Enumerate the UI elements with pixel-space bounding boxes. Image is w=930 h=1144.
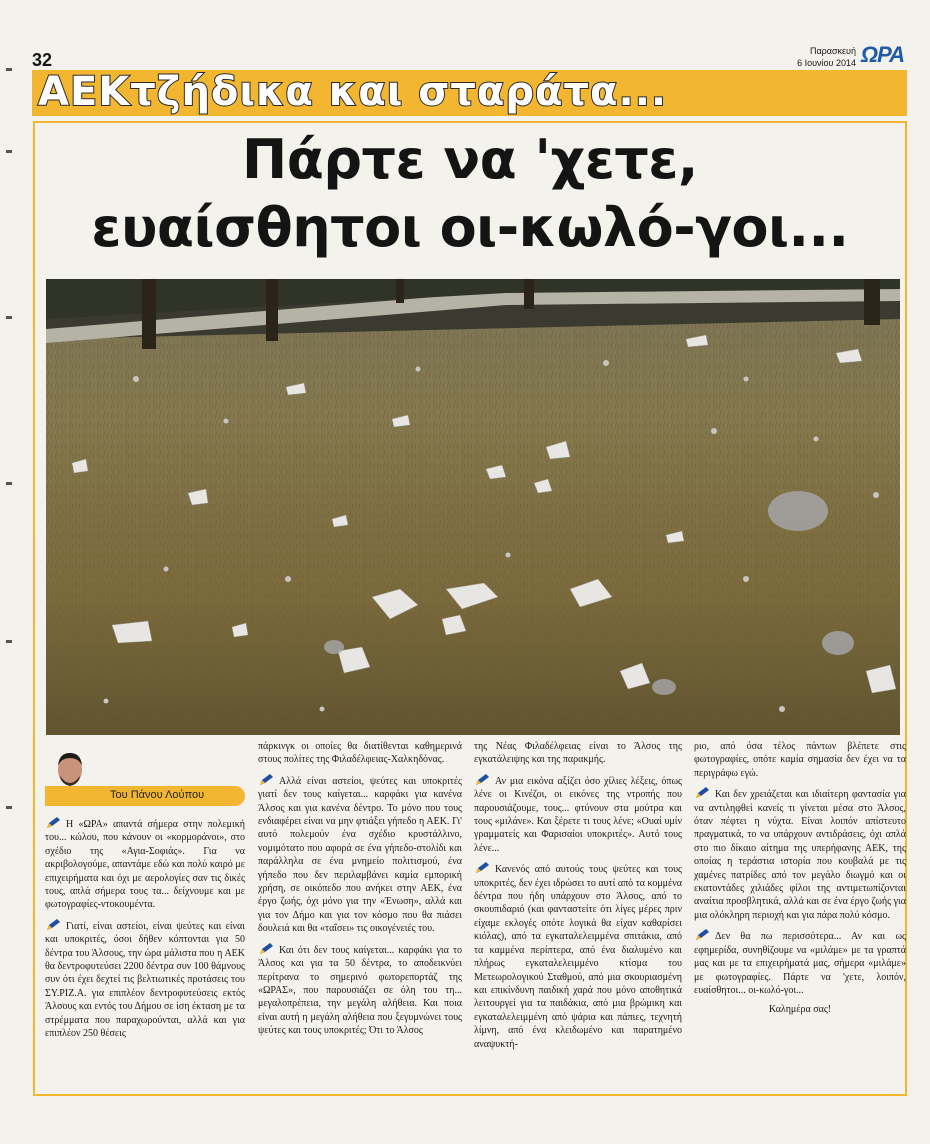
pen-icon xyxy=(258,942,276,956)
paragraph-text: Δεν θα πω περισσότερα... Αν και ως εφημερίδα, συνηθίζουμε να «μιλάμε» με τα γραπτά μας και με τα επιχειρήματά μας, σήμερα «μιλάμε» με φωτογραφίες. Πάρτε να 'χετε, λοιπόν, ευαίσθητοι... οι-κωλό-γοι... xyxy=(694,931,906,996)
pen-icon xyxy=(474,773,492,787)
article-column-3 xyxy=(474,740,682,1057)
newspaper-logo: ΩΡΑ xyxy=(860,42,904,67)
littered-grove-image xyxy=(46,279,900,735)
edge-mark xyxy=(6,482,12,485)
edge-mark xyxy=(6,316,12,319)
edge-mark xyxy=(6,150,12,153)
pen-icon xyxy=(45,918,63,932)
paragraph-text: Αν μια εικόνα αξίζει όσο χίλιες λέξεις, όπως λένε οι Κινέζοι, οι εικόνες της ντροπής που παρουσιάζουμε, τους... φτύνουν στα μούτρα και τους «μιλάνε». Και ξέρετε τι τους λένε; «Ουαί υμίν γραμματείς και Φαρισαίοι υποκριτές». Αυτό τους λένε... xyxy=(474,775,682,854)
article-column-4 xyxy=(694,740,906,1023)
issue-day: Παρασκευή xyxy=(809,46,856,56)
paragraph-text: Αλλά είναι αστείοι, ψεύτες και υποκριτές γιατί δεν τους καίγεται... καρφάκι για κανένα Άλσος και για κανένα δέντρο. Το μόνο που τους ενδιαφέρει είναι να μην φτιάξει γήπεδο η ΑΕΚ. Γι' αυτό πολεμούν ένα σχέδιο κρυστάλλινο, νομιμότατο που αφορά σε ένα γήπεδο-στολίδι και παράλληλα σε ένα μνημείο πολιτισμού, ένα γήπεδο που δεν περιλαμβάνει καμία εμπορική χρήση, σε οικόπεδο που ανήκει στην ΑΕΚ, ένα έργο ζωής, όχι μόνο για την «Ένωση», αλλά και για τον Δήμο και για τον κόσμο που θα πιάσει δουλειά και θα «ταΐσει» τις οικογένειές του. xyxy=(258,775,462,935)
paragraph-text: Η «ΩΡΑ» απαντά σήμερα στην πολεμική του... κώλου, που κάνουν οι «κορμοράνοι», στο σχέδιο της «Αγια-Σοφιάς». Για να ακριβολογούμε, απαντάμε εδώ και πολύ καιρό με επιχειρήματα και όχι με αερολογίες σαν τις δικές τους, απλά σήμερα τους τα... δείχνουμε και με φωτογραφίες-ντοκουμέντα. xyxy=(45,819,245,911)
author-name: Του Πάνου Λούπου xyxy=(110,789,205,801)
pen-icon xyxy=(474,861,492,875)
edge-mark xyxy=(6,640,12,643)
paragraph-text: Γιατί, είναι αστείοι, είναι ψεύτες και είναι και υποκριτές, όσοι δήθεν κόπτονται για 50 δέντρα του Άλσους, την ώρα μάλιστα που η ΑΕΚ θα δεντροφυτεύσει 2200 δέντρα συν 100 θάμνους συν ότι έχει δεχτεί τις βελτιωτικές προτάσεις του ΣΥ.ΡΙΖ.Α. για επιπλέον δεντροφυτεύσεις εκτός Άλσους και εντός του Δήμου σε ίση έκταση με τα στρέμματα που παραχωρούνται, αλλά και για επιπλέον 250 θέσεις xyxy=(45,920,246,1040)
section-title: ΑΕΚτζήδικα και σταράτα... xyxy=(38,69,668,115)
paragraph xyxy=(258,942,462,1038)
pen-icon xyxy=(694,786,712,800)
paragraph-text: Και δεν χρειάζεται και ιδιαίτερη φαντασία για να αντιληφθεί κανείς τι γίνεται μέσα στο Άλσος, όταν πέφτει η νύχτα. Είναι λοιπόν απίστευτο πραγματικά, το να υπάρχουν αντιδράσεις, όχι απλά στο πιο δίκαιο αίτημα της υπερήφανης ΑΕΚ, της οποίας η τεράστια ιστορία που κουβαλά με τις χαμένες πατρίδες από τον μεγάλο διωγμό και οι εκατοντάδες χιλιάδες φίλοι της αντιμετωπίζονται αναίτια προσβλητικά, αλλά και σε ένα έργο ζωής για μια ολόκληρη περιοχή και για πάρα πολύ κόσμο. xyxy=(694,789,906,921)
pen-icon xyxy=(45,816,63,830)
edge-mark xyxy=(6,68,12,71)
date-block xyxy=(797,45,856,69)
article-column-2 xyxy=(258,740,462,1044)
sign-off: Καλημέρα σας! xyxy=(768,1004,832,1016)
paragraph-text: Και ότι δεν τους καίγεται... καρφάκι για το Άλσος και για τα 50 δέντρα, το αποδεικνύει περίτρανα το σημερινό φωτορεπορτάζ της «ΩΡΑΣ», που παρουσιάζει σε όλη του τη... μεγαλοπρέπεια, την μεγάλη αλήθεια. Και ποια είναι αυτή η μεγάλη αλήθεια που ξεγυμνώνει τους ψεύτες και τους υποκριτές; Ότι το Άλσος xyxy=(258,944,462,1037)
issue-date: 6 Ιουνίου 2014 xyxy=(797,58,856,68)
article-column-1 xyxy=(45,816,245,1047)
pen-icon xyxy=(694,928,712,942)
paragraph: πάρκινγκ οι οποίες θα διατίθενται καθημερινά στους πολίτες της Φιλαδέλφειας-Χαλκηδόνας. xyxy=(258,741,462,766)
headline-line-1: Πάρτε να 'χετε, xyxy=(242,128,698,191)
paragraph xyxy=(694,928,906,997)
paragraph: της Νέας Φιλαδέλφειας είναι το Άλσος της εγκατάλειψης και της παρακμής. xyxy=(474,741,682,766)
paragraph xyxy=(258,773,462,936)
page-number: 32 xyxy=(32,50,53,70)
paragraph xyxy=(474,861,682,1051)
paragraph xyxy=(45,918,245,1041)
paragraph xyxy=(474,773,682,855)
pen-icon xyxy=(258,773,276,787)
paragraph-text: Κανενός από αυτούς τους ψεύτες και τους υποκριτές, δεν έχει ιδρώσει το αυτί από τα κομμένα δέντρα που ήδη υπάρχουν στο Άλσος, από το σκουπιδαριό (και φανταστείτε ότι λίγες μέρες πριν είχαμε εκλογές οπότε λογικά θα είχαν καθαρίσει κιόλας), από τα εγκαταλελειμμένα σπιτάκια, από τα καμμένα περίπτερα, από ένα διαλυμένο και πλήρως εγκαταλελειμμένο κτίσμα του Μετεωρολογικού Σταθμού, από μια σκουριασμένη και επικίνδυνη παιδική χαρά που μόνο αποθητικά λειτουργεί για τα παιδάκια, από μια βρώμικη και εγκαταλελειμμένη από ψάρια και πάπιες, τεχνητή λίμνη, από ένα κλειδωμένο και παρατημένο αναψυκτή- xyxy=(474,864,682,1050)
article-headline xyxy=(40,126,900,262)
paragraph: ριο, από όσα τέλος πάντων βλέπετε στις φωτογραφίες, οπότε καμία σημασία δεν έχει να τα περιγράφω εγώ. xyxy=(694,741,906,779)
paragraph xyxy=(694,786,906,922)
headline-line-2: ευαίσθητοι οι-κωλό-γοι... xyxy=(91,196,849,259)
edge-mark xyxy=(6,806,12,809)
paragraph xyxy=(45,816,245,912)
article-photo xyxy=(46,279,900,735)
